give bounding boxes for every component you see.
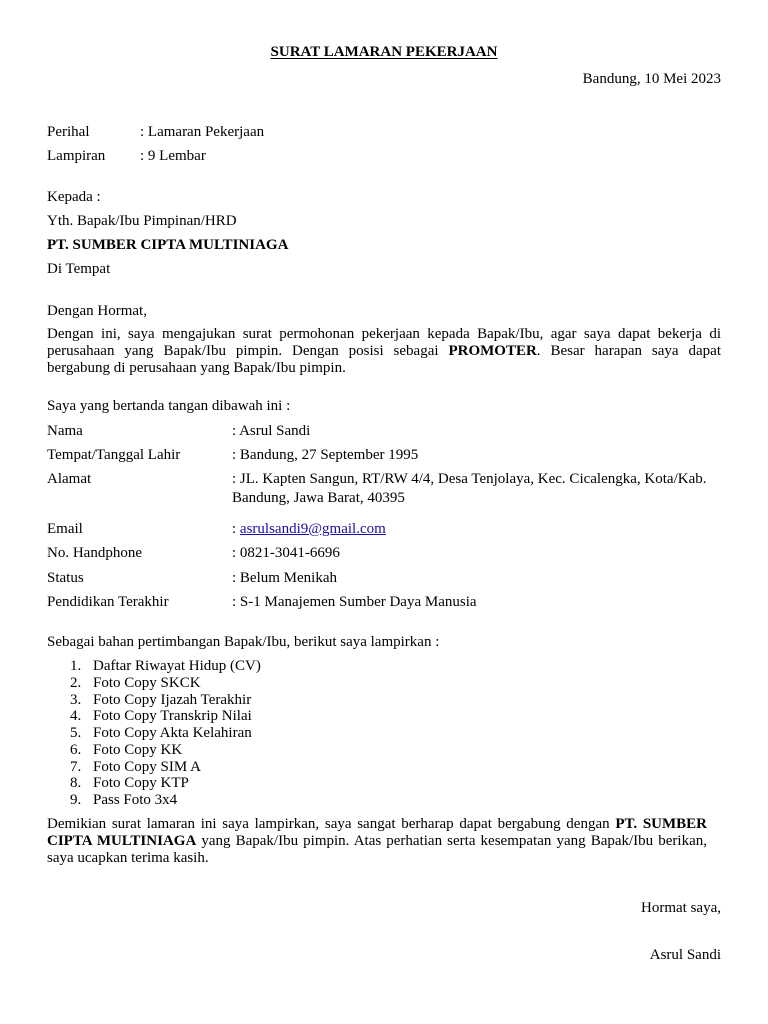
- ttl-value: : Bandung, 27 September 1995: [232, 447, 419, 463]
- list-item-text: Foto Copy SIM A: [93, 758, 201, 775]
- ttl-label: Tempat/Tanggal Lahir: [47, 447, 181, 463]
- list-item-number: 7.: [70, 758, 82, 775]
- list-item-text: Foto Copy Ijazah Terakhir: [93, 691, 252, 708]
- nama-label: Nama: [47, 423, 83, 439]
- list-item-number: 9.: [70, 792, 82, 808]
- lampiran-label: Lampiran: [47, 148, 106, 164]
- closing-company-part-2: CIPTA MULTINIAGA: [47, 833, 197, 849]
- list-item-text: Foto Copy KK: [93, 741, 183, 758]
- list-item-number: 4.: [70, 708, 82, 725]
- list-item-number: 1.: [70, 658, 82, 674]
- signer-name: Asrul Sandi: [649, 947, 721, 963]
- hp-label: No. Handphone: [47, 545, 142, 561]
- list-item: [47, 792, 261, 809]
- hp-value: : 0821-3041-6696: [232, 545, 340, 561]
- kepada: Kepada :: [47, 189, 101, 205]
- list-item-number: 3.: [70, 691, 82, 708]
- list-item: [47, 725, 261, 742]
- alamat-value-line-2: Bandung, Jawa Barat, 40395: [232, 490, 405, 506]
- list-item-text: Foto Copy Akta Kelahiran: [93, 725, 252, 741]
- list-item: [47, 675, 261, 692]
- closing-line-2: [47, 833, 707, 850]
- perihal-value: : Lamaran Pekerjaan: [140, 124, 265, 140]
- intro-line-3: bergabung di perusahaan yang Bapak/Ibu pimpin.: [47, 360, 346, 376]
- closing-line-2-post: yang Bapak/Ibu pimpin. Atas perhatian serta kesempatan yang Bapak/Ibu berikan,: [196, 833, 707, 849]
- status-label: Status: [47, 570, 84, 586]
- list-item-text: Foto Copy SKCK: [93, 674, 201, 691]
- list-item-number: 6.: [70, 741, 82, 758]
- list-item-text: Foto Copy KTP: [93, 775, 189, 792]
- alamat-label: Alamat: [47, 471, 92, 487]
- company-name: PT. SUMBER CIPTA MULTINIAGA: [47, 237, 289, 253]
- regards: Hormat saya,: [641, 900, 721, 916]
- list-item: [47, 658, 261, 675]
- pendidikan-value: : S-1 Manajemen Sumber Daya Manusia: [232, 594, 477, 610]
- attachments-list: [47, 658, 261, 809]
- intro-line-1: Dengan ini, saya mengajukan surat permohonan pekerjaan kepada Bapak/Ibu, agar saya dapat bekerja di: [47, 326, 721, 342]
- pendidikan-label: Pendidikan Terakhir: [47, 594, 169, 610]
- closing-line-3: saya ucapkan terima kasih.: [47, 850, 209, 866]
- email-value: [232, 521, 386, 538]
- list-item: [47, 775, 261, 792]
- list-item: [47, 692, 261, 709]
- salutation: Dengan Hormat,: [47, 303, 147, 319]
- email-colon: :: [232, 521, 240, 537]
- email-link[interactable]: asrulsandi9@gmail.com: [239, 521, 386, 537]
- list-item: [47, 759, 261, 776]
- intro-line-2-pre: perusahaan yang Bapak/Ibu pimpin. Dengan posisi sebagai: [47, 343, 449, 359]
- alamat-value-line-1: : JL. Kapten Sangun, RT/RW 4/4, Desa Tenjolaya, Kec. Cicalengka, Kota/Kab.: [232, 471, 707, 487]
- attach-intro: Sebagai bahan pertimbangan Bapak/Ibu, berikut saya lampirkan :: [47, 634, 440, 650]
- di-tempat: Di Tempat: [47, 261, 111, 277]
- status-value: : Belum Menikah: [232, 570, 337, 586]
- list-item: [47, 742, 261, 759]
- list-item-number: 2.: [70, 674, 82, 691]
- list-item: [47, 708, 261, 725]
- position-name: PROMOTER: [448, 343, 537, 359]
- perihal-label: Perihal: [47, 124, 90, 140]
- list-item-number: 5.: [70, 725, 82, 741]
- closing-company-part-1: PT. SUMBER: [615, 816, 708, 832]
- intro-line-2-post: . Besar harapan saya dapat: [536, 343, 721, 359]
- recipient-title: Yth. Bapak/Ibu Pimpinan/HRD: [47, 213, 237, 229]
- intro-paragraph: [47, 326, 721, 377]
- letter-title: SURAT LAMARAN PEKERJAAN: [270, 44, 498, 60]
- undersigned-text: Saya yang bertanda tangan dibawah ini :: [47, 398, 291, 414]
- email-label: Email: [47, 521, 83, 537]
- closing-line-1: [47, 816, 707, 833]
- closing-paragraph: [47, 816, 707, 867]
- list-item-text: Daftar Riwayat Hidup (CV): [93, 658, 261, 674]
- list-item-text: Pass Foto 3x4: [93, 792, 178, 808]
- closing-line-1-pre: Demikian surat lamaran ini saya lampirkan, saya sangat berharap dapat bergabung dengan: [47, 816, 616, 832]
- intro-line-2: [47, 343, 721, 360]
- list-item-text: Foto Copy Transkrip Nilai: [93, 708, 252, 725]
- list-item-number: 8.: [70, 775, 82, 792]
- place-date: Bandung, 10 Mei 2023: [582, 71, 721, 87]
- nama-value: : Asrul Sandi: [232, 423, 311, 439]
- lampiran-value: : 9 Lembar: [140, 148, 206, 164]
